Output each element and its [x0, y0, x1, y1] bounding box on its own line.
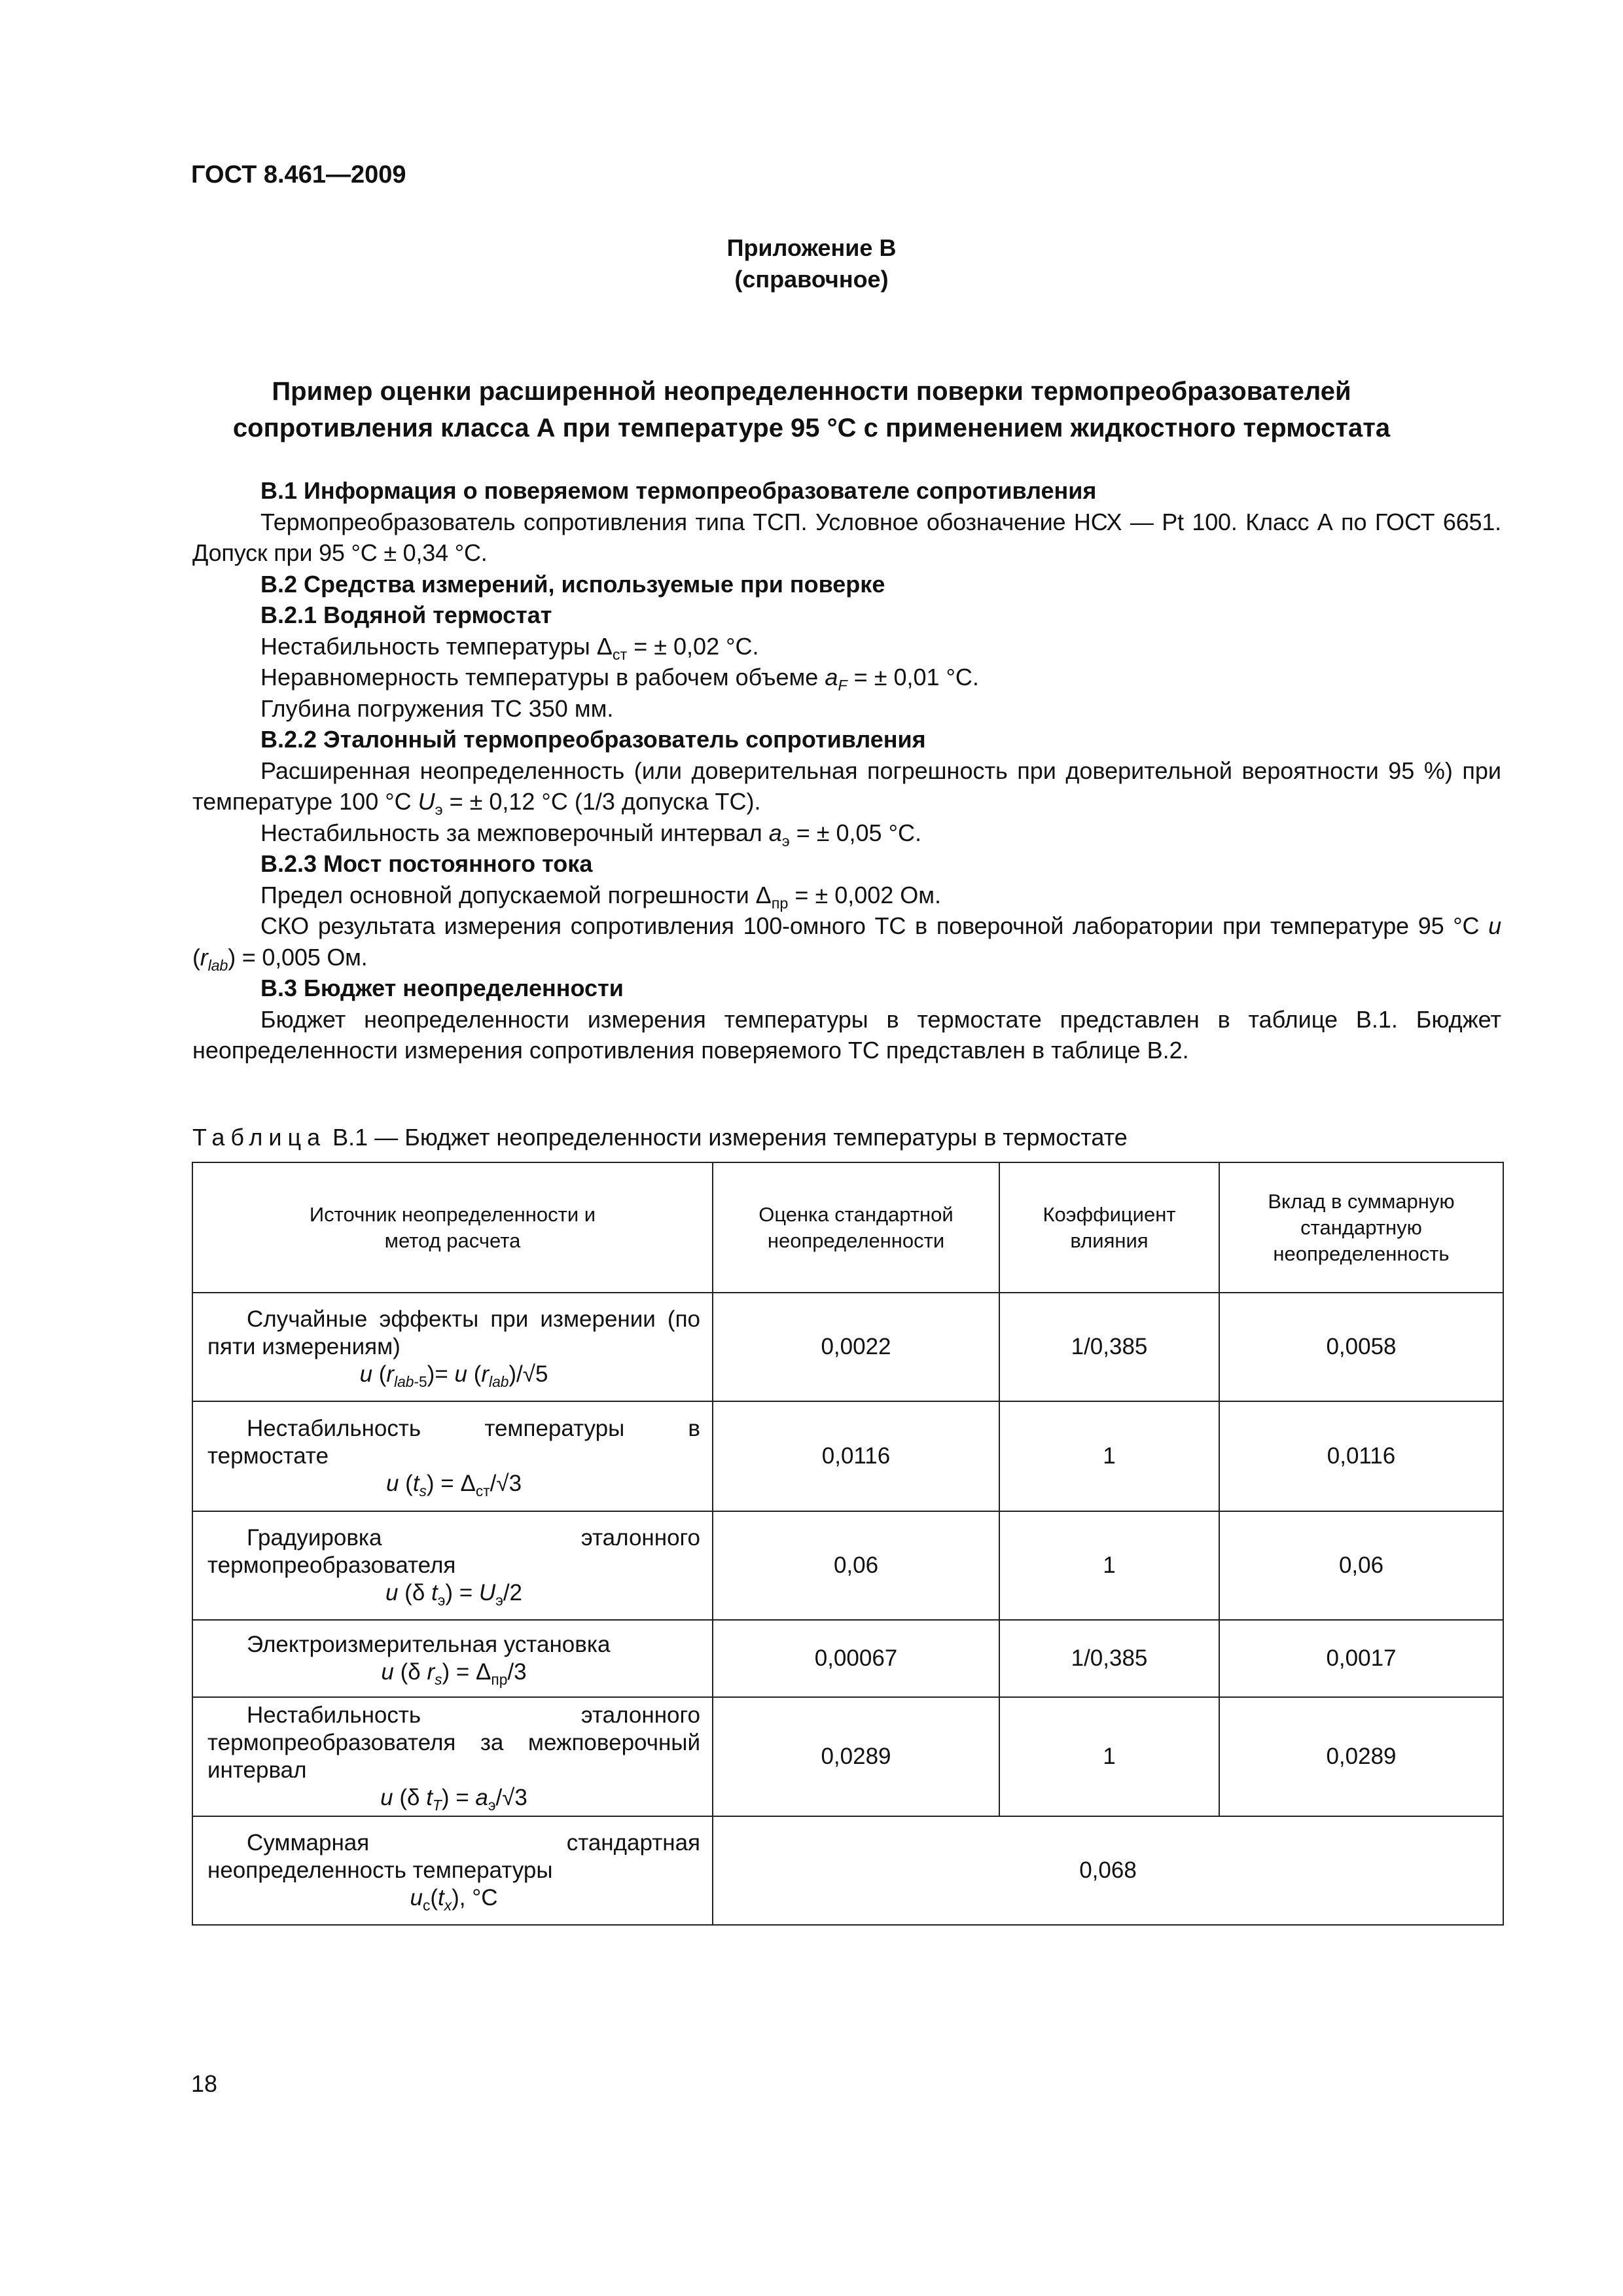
section-b23-heading: В.2.3 Мост постоянного тока	[260, 850, 593, 877]
title-line-2: сопротивления класса А при температуре 95 °С с применением жидкостного термостата	[232, 414, 1391, 442]
section-b21-line2	[192, 662, 1501, 693]
section-b22-heading: В.2.2 Эталонный термопреобразователь сопротивления	[260, 726, 926, 753]
table-caption-label: Таблица	[192, 1124, 327, 1151]
section-b1-text: Термопреобразователь сопротивления типа ТСП. Условное обозначение НСХ — Pt 100. Класс А по ГОСТ 6651. Допуск при 95 °С ± 0,34 °С.	[192, 508, 1501, 566]
b21-line1-sub: ст	[612, 645, 628, 663]
table-row	[192, 1620, 1503, 1697]
section-b22-line2	[192, 817, 1501, 849]
table-header-row	[192, 1162, 1503, 1293]
row-source: Нестабильность температуры в термостате	[207, 1416, 700, 1469]
row-coefficient: 1	[999, 1697, 1219, 1816]
b21-line2-sub-text: F	[838, 677, 847, 694]
b21-line2-end: = ± 0,01 °С.	[847, 664, 979, 691]
section-b23-line2	[192, 910, 1501, 973]
row-source: Случайные эффекты при измерении (по пяти измерениям)	[207, 1306, 700, 1359]
row-contribution: 0,0017	[1219, 1620, 1503, 1697]
b21-line1-text: Нестабильность температуры Δ	[260, 632, 613, 660]
header-contribution	[1219, 1162, 1503, 1293]
row-coefficient: 1	[999, 1511, 1219, 1620]
row-source: Электроизмерительная установка	[247, 1632, 611, 1657]
table-row	[192, 1401, 1503, 1511]
b22-line1-var: U	[418, 788, 435, 815]
section-b3-heading: В.3 Бюджет неопределенности	[260, 975, 624, 1001]
appendix-title	[196, 373, 1427, 446]
b23-line2-var: u	[1488, 912, 1501, 939]
title-line-1: Пример оценки расширенной неопределенности поверки термопреобразователей	[272, 377, 1351, 406]
row-formula: u (δ $r_s) = \Delta_{пр}/3$	[381, 1659, 527, 1688]
b22-line2-sub: э	[781, 832, 790, 850]
row-estimate: 0,00067	[713, 1620, 999, 1697]
table-row	[192, 1511, 1503, 1620]
total-source-cell	[192, 1816, 713, 1925]
header-coefficient	[999, 1162, 1219, 1293]
total-value: 0,068	[713, 1816, 1503, 1925]
header-estimate-text: Оценка стандартной неопределенности	[758, 1202, 954, 1252]
b22-line1-text: Расширенная неопределенность (или доверительная погрешность при доверительной вероятности 95 %) при температуре 100 °С	[192, 757, 1501, 815]
total-formula: $u_c(t_x)$, °С	[410, 1885, 498, 1914]
row-estimate: 0,06	[713, 1511, 999, 1620]
row-estimate: 0,0116	[713, 1401, 999, 1511]
row-contribution: 0,0058	[1219, 1293, 1503, 1401]
page-number: 18	[191, 2070, 218, 2097]
section-b21-line1	[192, 631, 1501, 662]
b23-line2-text: СКО результата измерения сопротивления 100-омного ТС в поверочной лаборатории при температуре 95 °С	[260, 912, 1489, 939]
header-contribution-text: Вклад в суммарную стандартную неопределенность	[1268, 1189, 1455, 1265]
total-source: Суммарная стандартная неопределенность температуры	[207, 1830, 700, 1883]
header-source	[192, 1162, 713, 1293]
b22-line1-end: = ± 0,12 °С (1/3 допуска ТС).	[442, 788, 761, 815]
b21-line2-sub	[838, 677, 847, 694]
appendix-type: (справочное)	[734, 266, 889, 293]
b21-line2-text: Неравномерность температуры в рабочем объеме	[260, 664, 825, 691]
row-formula: u $(r_{lab-5})= u$ $(r_{lab})/√5$	[359, 1361, 548, 1390]
row-source-cell	[192, 1401, 713, 1511]
section-b3-text: Бюджет неопределенности измерения температуры в термостате представлен в таблице В.1. Бюджет неопределенности измерения сопротивления поверяемого ТС представлен в таблице В.2.	[192, 1005, 1501, 1064]
b22-line2-text: Нестабильность за межповерочный интервал	[260, 819, 769, 846]
table-caption-text: В.1 — Бюджет неопределенности измерения температуры в термостате	[326, 1124, 1128, 1151]
standard-code: ГОСТ 8.461—2009	[191, 161, 406, 188]
section-b2-heading: В.2 Средства измерений, используемые при поверке	[260, 570, 885, 598]
section-b21-heading: В.2.1 Водяной термостат	[260, 601, 552, 628]
row-source-cell	[192, 1620, 713, 1697]
b23-line2-end: ) = 0,005 Ом.	[228, 943, 368, 971]
header-estimate	[713, 1162, 999, 1293]
row-source-cell	[192, 1697, 713, 1816]
b22-line2-end: = ± 0,05 °С.	[789, 819, 921, 846]
b23-line2-mid: (	[192, 943, 200, 971]
row-contribution: 0,06	[1219, 1511, 1503, 1620]
section-b23-line1	[192, 880, 1501, 911]
table-row	[192, 1293, 1503, 1401]
row-estimate: 0,0022	[713, 1293, 999, 1401]
b22-line2-var: a	[768, 819, 782, 846]
section-b1-heading: В.1 Информация о поверяемом термопреобразователе сопротивления	[260, 477, 1097, 504]
row-formula: u (δ $t_э) = U_э/2$	[385, 1580, 523, 1609]
b23-line2-sub	[208, 957, 228, 974]
row-source-cell	[192, 1511, 713, 1620]
row-formula: u $(t_s) = \Delta_{ст}/√3$	[385, 1471, 522, 1499]
row-source-cell	[192, 1293, 713, 1401]
b23-line2-var2: r	[200, 943, 208, 971]
row-source: Градуировка эталонного термопреобразователя	[207, 1525, 700, 1578]
table-total-row	[192, 1816, 1503, 1925]
b22-line1-sub: э	[435, 801, 443, 819]
b21-line1-end: = ± 0,02 °С.	[627, 632, 759, 660]
b23-line2-sub-text: lab	[207, 956, 228, 974]
section-b21-line3: Глубина погружения ТС 350 мм.	[260, 694, 614, 722]
uncertainty-budget-table	[192, 1162, 1504, 1926]
row-source: Нестабильность эталонного термопреобразователя за межповерочный интервал	[207, 1702, 700, 1783]
b23-line1-end: = ± 0,002 Ом.	[788, 881, 942, 908]
row-contribution: 0,0116	[1219, 1401, 1503, 1511]
b21-line2-var: a	[825, 664, 838, 691]
row-formula: u (δ $t_T) = a_э/√3$	[380, 1785, 527, 1814]
header-coefficient-text: Коэффициент влияния	[1043, 1202, 1176, 1252]
row-coefficient: 1	[999, 1401, 1219, 1511]
table-caption	[192, 1124, 1128, 1151]
body-text	[192, 475, 1501, 1066]
b23-line1-sub: пр	[771, 894, 789, 912]
row-coefficient: 1/0,385	[999, 1620, 1219, 1697]
row-estimate: 0,0289	[713, 1697, 999, 1816]
appendix-label: Приложение В	[726, 234, 897, 261]
row-coefficient: 1/0,385	[999, 1293, 1219, 1401]
b23-line1-text: Предел основной допускаемой погрешности Δ	[260, 881, 772, 908]
section-b22-line1	[192, 755, 1501, 817]
header-source-text: Источник неопределенности и метод расчета	[309, 1202, 596, 1252]
row-contribution: 0,0289	[1219, 1697, 1503, 1816]
table-row	[192, 1697, 1503, 1816]
